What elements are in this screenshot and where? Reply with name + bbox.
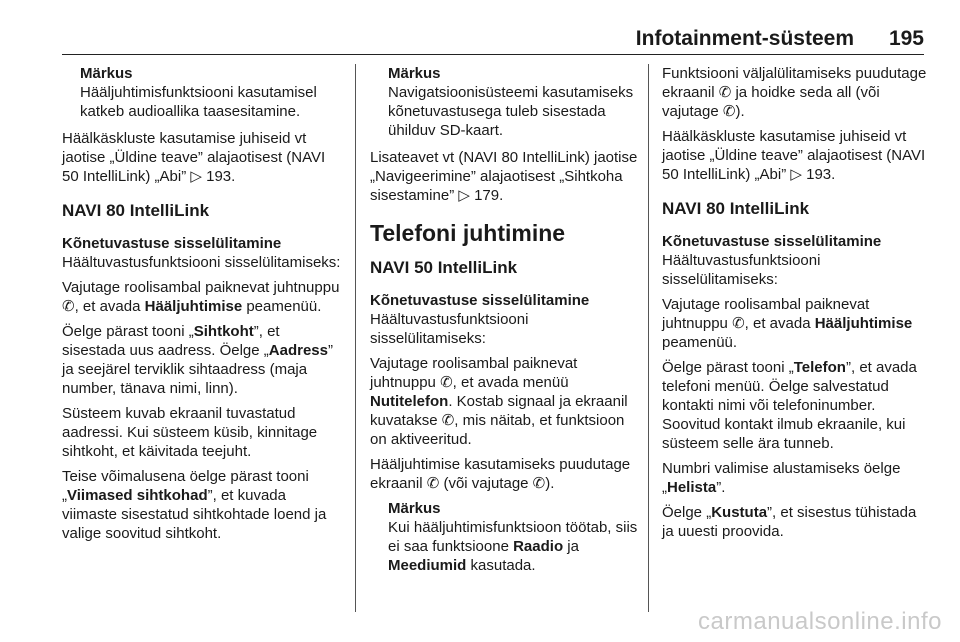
- text: . Kostab signaal ja ekraanil kuvatakse: [370, 393, 628, 429]
- page-ref-triangle-icon: ▷: [190, 168, 202, 185]
- paragraph: [62, 322, 344, 398]
- paragraph: [62, 129, 344, 186]
- text: Funktsiooni väljalülitamiseks puudutage ekraanil: [662, 65, 927, 101]
- text: kasutada.: [466, 557, 536, 574]
- paragraph: Süsteem kuvab ekraanil tuvastatud aadressi. Kui süsteem küsib, kinnitage sihtkoht, et käivitada teejuht.: [62, 405, 318, 460]
- text: Vajutage roolisambal paiknevat juhtnuppu: [370, 355, 578, 391]
- menu-name: Hääljuhtimise: [144, 298, 243, 315]
- phone-icon: ✆: [426, 475, 440, 492]
- text: ” ja seejärel terviklik sihtaadress (maja number, tänava nimi, linn).: [62, 342, 333, 397]
- column-1: [62, 64, 344, 549]
- page-ref[interactable]: 193.: [806, 166, 836, 183]
- text: Numbri valimise alustamiseks öelge „: [662, 460, 901, 496]
- paragraph: [662, 459, 927, 497]
- text: Vajutage roolisambal paiknevat juhtnuppu: [662, 296, 870, 332]
- chapter-heading: Telefoni juhtimine: [370, 220, 566, 246]
- section-heading: NAVI 80 IntelliLink: [62, 201, 210, 220]
- menu-name: Hääljuhtimise: [814, 315, 913, 332]
- phone-icon: ✆: [62, 298, 75, 315]
- menu-name: Nutitelefon: [370, 393, 449, 410]
- text: ).: [735, 103, 745, 120]
- column-3: [662, 64, 927, 547]
- text: ”, et sisestus tühistada ja uuesti proovida.: [662, 504, 917, 540]
- text: Öelge pärast tooni „: [662, 359, 794, 376]
- note: [80, 64, 344, 121]
- paragraph: [370, 455, 640, 493]
- header-rule: [62, 54, 924, 55]
- paragraph: Häältuvastusfunktsiooni sisselülitamiseks:: [62, 254, 341, 271]
- subsection-heading: Kõnetuvastuse sisselülitamine: [662, 233, 882, 250]
- text: Häälkäskluste kasutamise juhiseid vt jaotise „Üldine teave” alajaotisest (NAVI 50 IntelliLink) „Abi”: [662, 128, 926, 183]
- page-ref-triangle-icon: ▷: [790, 166, 802, 183]
- text: Hääljuhtimise kasutamiseks puudutage ekraanil: [370, 456, 631, 492]
- column-divider: [648, 64, 649, 612]
- paragraph: [62, 278, 344, 316]
- column-2: [370, 64, 640, 583]
- command: Viimased sihtkohad: [67, 487, 208, 504]
- paragraph: [62, 467, 344, 543]
- menu-name: Raadio: [513, 538, 564, 555]
- text: Vajutage roolisambal paiknevat juhtnuppu: [62, 279, 340, 296]
- phone-icon: ✆: [732, 315, 745, 332]
- text: ja: [563, 538, 579, 555]
- command: Kustuta: [711, 504, 768, 521]
- menu-name: Meediumid: [388, 557, 467, 574]
- text: Kui hääljuhtimisfunktsioon töötab, siis ei saa funktsioone: [388, 519, 638, 555]
- note-text: [388, 518, 640, 575]
- note-text: Hääljuhtimisfunktsiooni kasutamisel katkeb audioallika taasesitamine.: [80, 84, 317, 120]
- paragraph: Häältuvastusfunktsiooni sisselülitamiseks:: [662, 252, 821, 288]
- column-divider: [355, 64, 356, 612]
- text: peamenüü.: [662, 334, 738, 351]
- text: , et avada: [74, 298, 145, 315]
- command: Sihtkoht: [193, 323, 254, 340]
- paragraph: [662, 503, 927, 541]
- page-number: 195: [888, 27, 924, 50]
- command: Helista: [667, 479, 717, 496]
- command: Aadress: [268, 342, 328, 359]
- text: ja hoidke seda all (või vajutage: [662, 84, 880, 120]
- note: [388, 499, 640, 575]
- text: Öelge pärast tooni „: [62, 323, 194, 340]
- note-title: Märkus: [80, 65, 133, 82]
- text: Lisateavet vt (NAVI 80 IntelliLink) jaotise „Navigeerimine” alajaotisest „Sihtkoha sisestamine”: [370, 149, 638, 204]
- text: Öelge „: [662, 504, 712, 521]
- paragraph: [662, 127, 927, 184]
- page-ref[interactable]: 193.: [206, 168, 236, 185]
- phone-icon: ✆: [718, 84, 732, 101]
- phone-icon: ✆: [532, 475, 546, 492]
- paragraph: [662, 295, 927, 352]
- subsection-heading: Kõnetuvastuse sisselülitamine: [62, 235, 282, 252]
- text: ”, et kuvada viimaste sisestatud sihtkohtade loend ja valige soovitud sihtkoht.: [62, 487, 327, 542]
- paragraph: [662, 358, 927, 453]
- text: ”, et avada telefoni menüü. Öelge salvestatud kontakti nimi või telefoninumber. Soovitud kontakt ilmub ekraanile, kui süsteem selle ära tunneb.: [662, 359, 917, 452]
- command: Telefon: [793, 359, 846, 376]
- note-title: Märkus: [388, 500, 441, 517]
- text: peamenüü.: [242, 298, 322, 315]
- subsection-heading: Kõnetuvastuse sisselülitamine: [370, 292, 590, 309]
- paragraph: [662, 64, 927, 121]
- page-ref[interactable]: 179.: [474, 187, 504, 204]
- note-title: Märkus: [388, 65, 441, 82]
- note-text: Navigatsioonisüsteemi kasutamiseks kõnetuvastusega tuleb sisestada ühilduv SD-kaart.: [388, 84, 634, 139]
- text: (või vajutage: [439, 475, 533, 492]
- page-ref-triangle-icon: ▷: [458, 187, 470, 204]
- text: Teise võimalusena öelge pärast tooni „: [62, 468, 309, 504]
- text: , et avada: [744, 315, 815, 332]
- phone-icon: ✆: [722, 103, 736, 120]
- note: [388, 64, 640, 140]
- watermark: carmanualsonline.info: [698, 608, 942, 635]
- text: ”.: [716, 479, 726, 496]
- text: ”, et sisestada uus aadress. Öelge „: [62, 323, 280, 359]
- text: , et avada menüü: [452, 374, 569, 391]
- page-header: [0, 0, 960, 56]
- section-heading: NAVI 80 IntelliLink: [662, 199, 810, 218]
- text: ).: [545, 475, 555, 492]
- section-heading: NAVI 50 IntelliLink: [370, 258, 518, 277]
- phone-icon: ✆: [440, 374, 453, 391]
- text: Häälkäskluste kasutamise juhiseid vt jaotise „Üldine teave” alajaotisest (NAVI 50 IntelliLink) „Abi”: [62, 130, 326, 185]
- section-title: Infotainment-süsteem: [635, 27, 854, 50]
- text: , mis näitab, et funktsioon on aktiveeritud.: [370, 412, 625, 448]
- phone-icon: ✆: [441, 412, 455, 429]
- paragraph: [370, 148, 640, 205]
- paragraph: Häältuvastusfunktsiooni sisselülitamiseks:: [370, 311, 529, 347]
- paragraph: [370, 354, 640, 449]
